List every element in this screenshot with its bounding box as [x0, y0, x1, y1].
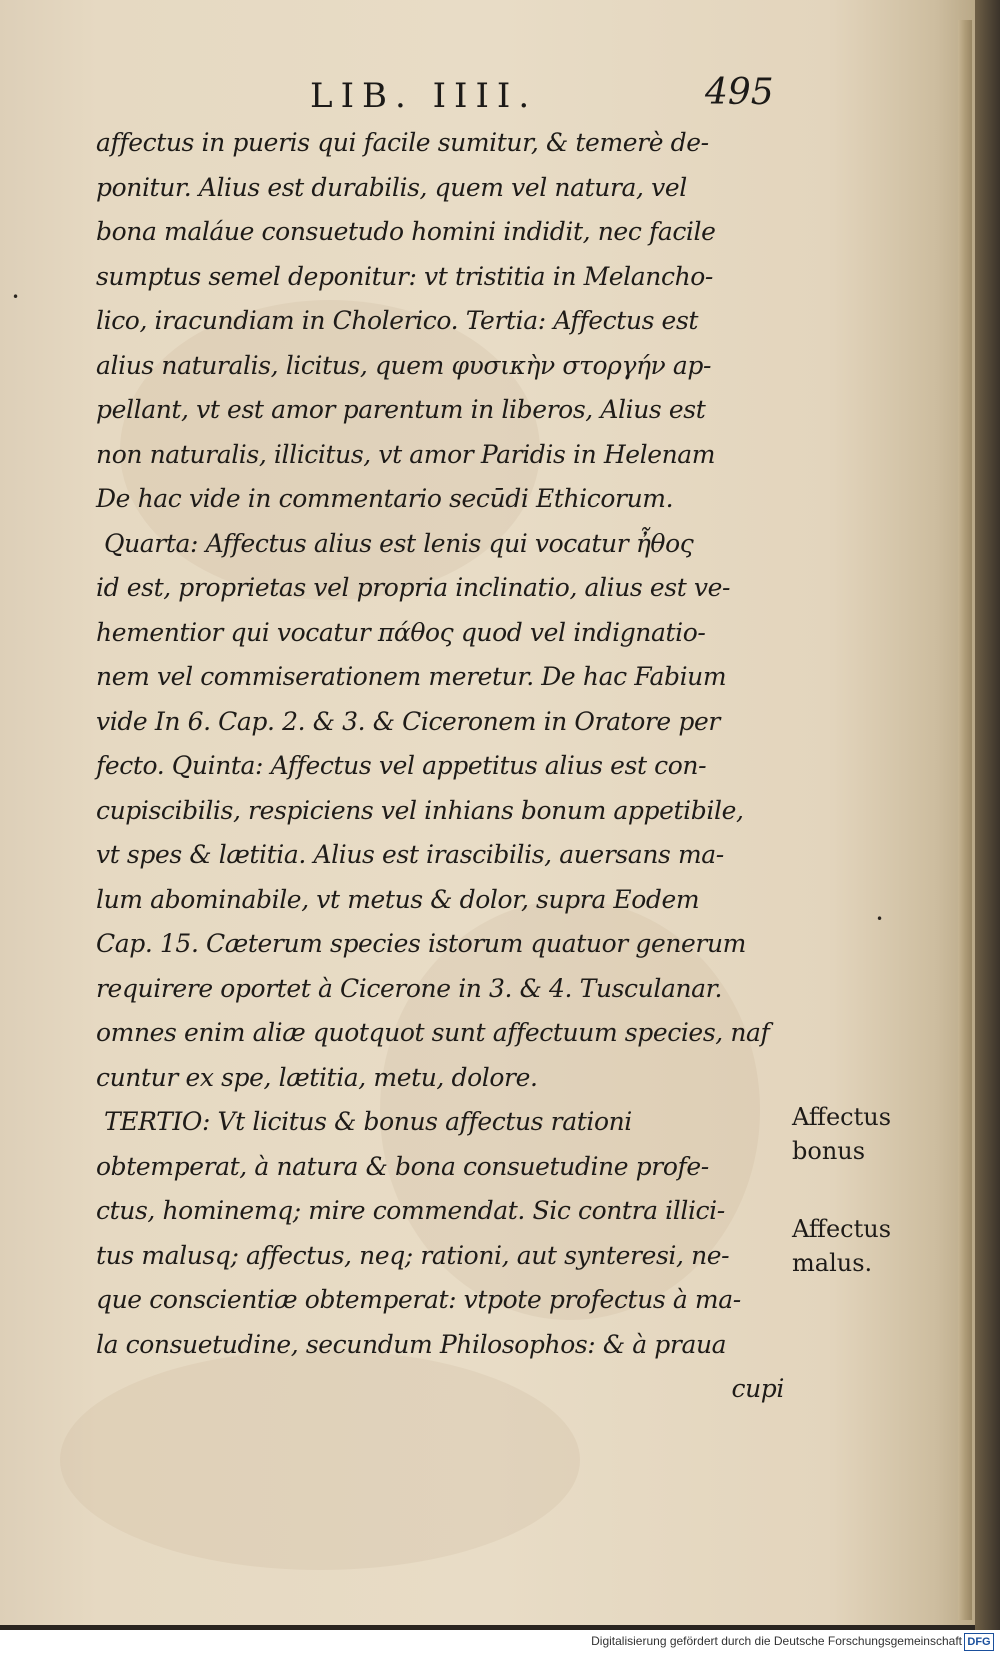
running-head: LIB. IIII. [310, 76, 538, 116]
marginal-note-line: bonus [792, 1137, 866, 1165]
ink-dot-mark: • [12, 290, 20, 304]
text-line: nem vel commiserationem meretur. De hac Fabium [96, 662, 727, 691]
text-line: cupiscibilis, respiciens vel inhians bonum appetibile, [96, 795, 744, 825]
text-line: ponitur. Alius est durabilis, quem vel natura, vel [96, 172, 687, 202]
text-line: ctus, hominemq; mire commendat. Sic contra illici- [96, 1196, 725, 1225]
marginal-note-bonus [792, 1100, 891, 1168]
text-line: hementior qui vocatur πάθος quod vel indignatio- [96, 617, 706, 647]
text-line: lico, iracundiam in Cholerico. Tertia: Affectus est [96, 306, 699, 335]
text-line: vt spes & lætitia. Alius est irascibilis, auersans ma- [96, 840, 724, 869]
text-line: omnes enim aliæ quotquot sunt affectuum species, naf [96, 1018, 770, 1047]
text-line: id est, proprietas vel propria inclinatio, alius est ve- [96, 573, 731, 602]
page-edge-shadow [958, 20, 972, 1620]
text-line: vide In 6. Cap. 2. & 3. & Ciceronem in Oratore per [96, 706, 720, 736]
text-line: pellant, vt est amor parentum in liberos, Alius est [96, 395, 706, 424]
text-line: cuntur ex spe, lætitia, metu, dolore. [96, 1062, 538, 1092]
text-line: la consuetudine, secundum Philosophos: & à praua [96, 1329, 727, 1359]
page-stack-edge [975, 0, 1000, 1630]
text-line: sumptus semel deponitur: vt tristitia in Melancho- [96, 261, 713, 291]
text-line: tus malusq; affectus, neq; rationi, aut synteresi, ne- [96, 1240, 730, 1270]
marginal-note-line: malus. [792, 1249, 873, 1277]
marginal-note-line: Affectus [792, 1103, 892, 1131]
body-text [96, 121, 796, 1412]
text-line: fecto. Quinta: Affectus vel appetitus alius est con- [96, 751, 707, 780]
digitization-footer [0, 1630, 1000, 1656]
text-line: que conscientiæ obtemperat: vtpote profectus à ma- [96, 1285, 741, 1314]
catchword: cupi [731, 1374, 784, 1403]
text-line: obtemperat, à natura & bona consuetudine profe- [96, 1151, 709, 1181]
text-line: TERTIO: Vt licitus & bonus affectus rationi [104, 1107, 632, 1136]
marginal-note-malus [792, 1212, 891, 1280]
text-line: lum abominabile, vt metus & dolor, supra Eodem [96, 884, 700, 914]
text-line: De hac vide in commentario secūdi Ethicorum. [96, 484, 674, 513]
page-number: 495 [705, 72, 774, 113]
text-line: alius naturalis, licitus, quem φυσικὴν στοργήν ap- [96, 350, 712, 380]
text-line: affectus in pueris qui facile sumitur, & temerè de- [96, 128, 709, 157]
marginal-note-line: Affectus [792, 1215, 892, 1243]
text-line: Cap. 15. Cæterum species istorum quatuor generum [96, 929, 746, 958]
text-line: requirere oportet à Cicerone in 3. & 4. Tusculanar. [96, 973, 722, 1003]
text-line: bona maláue consuetudo homini indidit, nec facile [96, 217, 716, 246]
funding-credit: Digitalisierung gefördert durch die Deutsche Forschungsgemeinschaft [591, 1634, 962, 1648]
text-line: non naturalis, illicitus, vt amor Paridis in Helenam [96, 439, 716, 469]
dfg-logo: DFG [964, 1633, 994, 1651]
ink-dot-mark: • [876, 912, 884, 926]
text-line: Quarta: Affectus alius est lenis qui vocatur ἦθος [104, 528, 694, 558]
